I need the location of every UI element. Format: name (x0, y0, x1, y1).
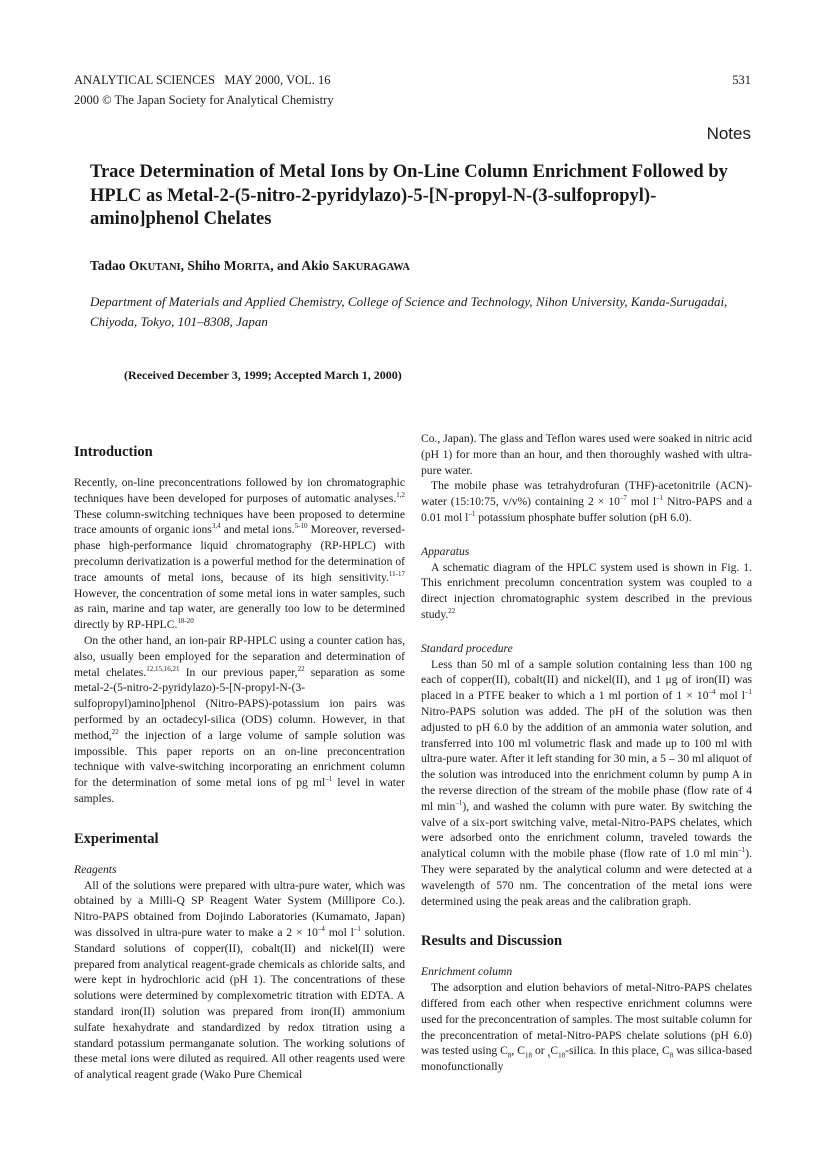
enrichment-subheading: Enrichment column (421, 965, 513, 979)
affiliation: Department of Materials and Applied Chemistry, College of Science and Technology, Nihon University, Kanda-Surugadai, Chiyoda, Tokyo, 101–8308, Japan (90, 294, 728, 329)
introduction-heading: Introduction (74, 444, 153, 460)
intro-paragraph-2: On the other hand, an ion-pair RP-HPLC using a counter cation has, also, usually been employed for the separation and determination of metal chelates.$^{12,15,16,21}$ In our previous paper,$^{22}$ separation as some metal-2-(5-nitro-2-pyridylazo)-5-[N-propyl-N-(3-sulfopropyl)amino]phenol (Nitro-PAPS)-potassium ion pairs was performed by an octadecyl-silica (ODS) column. However, in that method,$^{22}$ the injection of a large volume of sample solution was impossible. This paper reports on an on-line preconcentration technique with valve-switching incorporating an enrichment column for the determination of some metal ions of pg $ml^{-1}$ level in water samples. (74, 633, 406, 805)
mobile-phase-paragraph: The mobile phase was tetrahydrofuran (THF)-acetonitrile (ACN)-water (15:10:75, v/v%) containing $2 \times 10^{-7}$ mol $l^{-1}$ Nitro-PAPS and a 0.01 mol $l^{-1}$ potassium phosphate buffer solution (pH 6.0). (421, 479, 752, 524)
results-heading: Results and Discussion (421, 933, 563, 950)
right-column (421, 431, 752, 1075)
enrichment-paragraph: The adsorption and elution behaviors of metal-Nitro-PAPS chelates differed from each other when respective enrichment columns were used for the preconcentration of samples. The most suitable column for the preconcentration of metal-Nitro-PAPS chelate solutions (pH 6.0) was tested using $C_8$, $C_{18}$ or $_sC_{18}$-silica. In this place, $C_8$ was silica-based monofunctionally (421, 981, 752, 1074)
page-number: 531 (732, 73, 751, 87)
author-list: Tadao OKUTANI, Shiho MORITA, and Akio SAKURAGAWA (90, 258, 411, 273)
reagents-continued: Co., Japan). The glass and Teflon wares used were soaked in nitric acid (pH 1) for more than an hour, and then thoroughly washed with ultra-pure water. (421, 432, 752, 477)
reagents-paragraph: All of the solutions were prepared with ultra-pure water, which was obtained by a Milli-Q SP Reagent Water System (Millipore Co.). Nitro-PAPS obtained from Dojindo Laboratories (Kumamato, Japan) was dissolved in ultra-pure water to make a $2 \times 10^{-4}$ mol $l^{-1}$ solution. Standard solutions of copper(II), cobalt(II) and nickel(II) were prepared from analytical reagent-grade chemicals as chloride salts, and were kept in hydrochloric acid (pH 1). The concentrations of these solutions were determined by complexometric titration with EDTA. A standard iron(II) solution was prepared from iron(II) ammonium sulfate hexahydrate and standardized by redox titration using a standard potassium permanganate solution. The working solutions of these metal ions were diluted as required. All other reagents used were of analytical reagent grade (Wako Pure Chemical (74, 878, 405, 1082)
copyright-line: 2000 © The Japan Society for Analytical Chemistry (74, 93, 334, 107)
reagents-subheading: Reagents (74, 862, 117, 876)
received-dates: (Received December 3, 1999; Accepted March 1, 2000) (124, 368, 402, 382)
intro-paragraph-1: Recently, on-line preconcentrations followed by ion chromatographic techniques have been developed for purposes of automatic analyses.$^{1,2}$ These column-switching techniques have been proposed to determine trace amounts of organic ions$^{3,4}$ and metal ions.$^{5-10}$ Moreover, reversed-phase high-performance liquid chromatography (RP-HPLC) with precolumn derivatization is a powerful method for the determination of trace amounts of metal ions, because of its high sensitivity.$^{11-17}$ However, the concentration of some metal ions in water samples, such as rain, marine and tap water, are generally too low to be determined directly by RP-HPLC.$^{18-20}$ (74, 476, 405, 632)
procedure-subheading: Standard procedure (421, 641, 513, 655)
paper-title: Trace Determination of Metal Ions by On-Line Column Enrichment Followed by HPLC as Metal-2-(5-nitro-2-pyridylazo)-5-[N-propyl-N-(3-sulfopropyl)-amino]phenol Chelates (90, 162, 728, 229)
section-label: Notes (706, 124, 751, 143)
procedure-paragraph: Less than 50 ml of a sample solution containing less than 100 ng each of copper(II), cobalt(II) and nickel(II), and 1 μg of iron(II) was placed in a PTFE beaker to which a 1 ml portion of $1 \times 10^{-4}$ mol $l^{-1}$ Nitro-PAPS solution was added. The pH of the solution was then adjusted to pH 6.0 by the addition of an ammonia water solution, and transferred into 100 ml volumetric flask and made up to 100 ml with ultra-pure water. After it left standing for 30 min, a 5 – 30 ml aliquot of the solution was introduced into the enrichment column by pump A in the reverse direction of the stream of the mobile phase (flow rate of 4 ml $\min^{-1}$), and washed the column with pure water. By switching the valve of a six-port switching valve, metal-Nitro-PAPS chelates, which were adsorbed onto the enrichment column, traveled towards the analytical column with the mobile phase (flow rate of 1.0 ml $\min^{-1}$). They were separated by the analytical column and were detected at a wavelength of 570 nm. The concentration of the metal ions were determined using the peak areas and the calibration graph. (421, 657, 752, 908)
journal-header: ANALYTICAL SCIENCES MAY 2000, VOL. 16 (74, 73, 331, 87)
apparatus-paragraph: A schematic diagram of the HPLC system used is shown in Fig. 1. This enrichment precolumn concentration system was coupled to a direct injection chromatographic system described in the previous study.$^{22}$ (421, 560, 752, 621)
apparatus-subheading: Apparatus (421, 544, 470, 558)
experimental-heading: Experimental (74, 830, 159, 847)
left-column (74, 442, 405, 1083)
